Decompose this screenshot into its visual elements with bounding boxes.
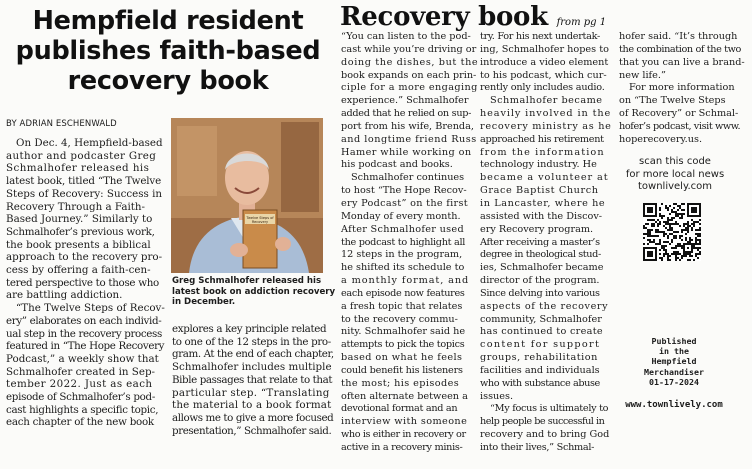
text-line: Recovery Through a Faith- (6, 200, 146, 213)
text-line: Schmalhofer continues (351, 172, 465, 184)
text-line: explores a key principle related (172, 323, 327, 335)
text-line: Schmalhofer became (490, 95, 603, 107)
text-line: director of the program. (480, 275, 600, 287)
text-line: a fresh topic that relates (341, 300, 463, 312)
text-line: try. For his next undertak- (480, 31, 600, 42)
text-line: Grace Baptist Church (480, 185, 599, 197)
text-line: assisted with the Discov- (480, 210, 603, 222)
text-line: groups, rehabilitation (480, 352, 598, 364)
text-line: to one of the 12 steps in the pro- (172, 335, 331, 348)
headline-line: publishes faith-based (15, 36, 321, 66)
text-line: technology industry. He (480, 159, 597, 171)
text-line: recovery ministry as he (480, 120, 612, 132)
qr-code-graphic (643, 203, 701, 261)
continuation-headline (340, 2, 606, 32)
text-line: ery Podcast” on the first (341, 197, 468, 209)
text-line: are battling addiction. (6, 289, 123, 302)
text-line: who with substance abuse (480, 377, 600, 389)
text-line: gram. At the end of each chapter, (172, 348, 334, 361)
text-line: aspects of the recovery (480, 300, 609, 312)
text-line: has continued to create (480, 326, 603, 338)
author-photo (171, 118, 323, 273)
text-line: doing the dishes, but the (341, 56, 479, 68)
text-line: On Dec. 4, Hempfield-based (16, 137, 163, 149)
publication-line: Hempfield (651, 356, 697, 367)
text-line: ual step in the recovery process (6, 327, 162, 340)
text-line: the material to a book format (172, 399, 332, 412)
text-line: to host “The Hope Recov- (341, 185, 467, 197)
scan-line: scan this code (639, 156, 711, 167)
text-line: from the information (480, 146, 605, 158)
text-line: tered perspective to those who (6, 276, 159, 289)
article-column-5 (619, 31, 749, 147)
text-line: ery Recovery program. (480, 223, 594, 235)
caption-line: latest book on addiction recovery (172, 286, 336, 297)
text-line: introduce a video element (480, 56, 609, 68)
continuation-headline-text: Recovery book (340, 2, 548, 32)
scan-line: for more local news (625, 168, 725, 180)
text-line: the podcast to highlight all (341, 236, 466, 248)
text-line: Based Journey.” Similarly to (6, 213, 153, 226)
text-line: hofer said. “It’s through (619, 31, 738, 42)
text-line: author and podcaster Greg (6, 149, 157, 162)
text-line: to his podcast, which cur- (480, 69, 607, 81)
text-line: latest book, titled “The Twelve (6, 175, 162, 188)
text-line: experience.” Schmalhofer (341, 95, 469, 107)
text-line: episode of Schmalhofer’s pod- (6, 391, 156, 404)
caption-line: Greg Schmalhofer released his (172, 276, 322, 286)
from-page-label: from pg 1 (556, 17, 607, 28)
text-line: hofer’s podcast, visit www. (619, 120, 741, 132)
text-line: in Lancaster, where he (480, 197, 606, 209)
scan-line: townlively.com (638, 181, 712, 192)
scan-promo (618, 156, 732, 194)
text-line: Bible passages that relate to that (172, 373, 333, 386)
publication-line: 01-17-2024 (649, 376, 699, 387)
text-line: often alternate between a (341, 390, 468, 402)
headline-line: Hempfield resident (32, 6, 304, 36)
text-line: ciple for a more engaging (341, 82, 478, 94)
text-line: to the recovery commu- (341, 313, 458, 325)
text-line: ing, Schmalhofer hopes to (480, 43, 609, 55)
text-line: of Recovery” or Schmal- (619, 108, 739, 120)
text-line: degree in theological stud- (480, 249, 601, 261)
book-cover-text: Twelve Steps of Recovery (246, 216, 274, 224)
text-line: help people be successful in (480, 416, 605, 428)
headline (4, 6, 332, 96)
text-line: interview with someone (341, 416, 468, 428)
text-line: active in a recovery minis- (341, 442, 463, 453)
text-line: presentation,” Schmalhofer said. (172, 424, 332, 437)
text-line: ery” elaborates on each individ- (6, 314, 162, 327)
text-line: community, Schmalhofer (480, 313, 602, 325)
text-line: his podcast and books. (341, 159, 453, 171)
text-line: heavily involved in the (480, 108, 612, 120)
text-line: book expands on each prin- (341, 69, 477, 81)
text-line: Steps of Recovery: Success in (6, 187, 163, 200)
text-line: new life.” (619, 69, 666, 81)
text-line: into their lives,” Schmal- (480, 442, 595, 453)
text-line: facilities and individuals (480, 364, 600, 376)
text-line: each chapter of the new book (6, 416, 154, 429)
website-link[interactable]: www.townlively.com (625, 400, 723, 410)
text-line: “You can listen to the pod- (341, 31, 471, 42)
text-line: added that he relied on sup- (341, 108, 472, 120)
publication-line: Merchandiser (644, 366, 704, 377)
text-line: could benefit his listeners (341, 364, 463, 376)
text-line: a monthly format, and (341, 275, 470, 287)
article-column-1 (6, 137, 168, 429)
article-column-2 (172, 323, 332, 437)
article-column-3 (341, 31, 481, 455)
text-line: recovery and to bring God (480, 429, 610, 441)
author-photo-illustration (171, 118, 323, 273)
text-line: After Schmalhofer used (341, 223, 464, 235)
text-line: that you can live a brand- (619, 56, 745, 68)
caption-line: in December. (172, 297, 236, 308)
text-line: After receiving a master’s (480, 236, 600, 248)
text-line: each episode now features (341, 287, 465, 299)
text-line: who is either in recovery or (341, 429, 466, 441)
text-line: port from his wife, Brenda, (341, 120, 474, 132)
text-line: cast highlights a specific topic, (6, 403, 159, 416)
text-line: allows me to give a more focused (172, 411, 334, 424)
text-line: Schmalhofer’s previous work, (6, 225, 155, 238)
text-line: hoperecovery.us. (619, 133, 703, 145)
text-line: Hamer while working on (341, 146, 472, 158)
text-line: Schmalhofer created in Sep- (6, 365, 156, 378)
text-line: Schmalhofer includes multiple (172, 361, 332, 374)
photo-caption (172, 276, 335, 308)
publication-line: Published (651, 336, 697, 346)
text-line: on “The Twelve Steps (619, 95, 726, 107)
text-line: content for support (480, 339, 601, 351)
text-line: attempts to pick the topics (341, 339, 465, 351)
publication-line: in the (659, 346, 689, 357)
publication-info (623, 336, 725, 387)
text-line: Podcast,” a weekly show that (6, 352, 159, 365)
text-line: “The Twelve Steps of Recov- (16, 302, 165, 315)
text-line: rently only includes audio. (480, 82, 605, 94)
text-line: Monday of every month. (341, 210, 461, 222)
text-line: he shifted its schedule to (341, 262, 465, 274)
text-line: For more information (629, 82, 735, 94)
text-line: Schmalhofer released his (6, 162, 150, 175)
text-line: the book presents a biblical (6, 238, 151, 251)
text-line: cess by offering a faith-cen- (6, 264, 151, 277)
text-line: featured in “The Hope Recovery (6, 340, 165, 353)
text-line: devotional format and an (341, 403, 458, 415)
headline-line: recovery book (67, 66, 269, 96)
text-line: the combination of the two (619, 43, 741, 55)
text-line: nity. Schmalhofer said he (341, 326, 466, 338)
text-line: ies, Schmalhofer became (480, 262, 604, 274)
text-line: cast while you’re driving or (341, 43, 477, 55)
text-line: particular step. “Translating (172, 386, 330, 399)
text-line: the most; his episodes (341, 377, 460, 389)
text-line: issues. (480, 390, 514, 402)
text-line: tember 2022. Just as each (6, 378, 153, 391)
text-line: approached his retirement (480, 133, 604, 145)
article-column-4 (480, 31, 617, 455)
text-line: 12 steps in the program, (341, 249, 463, 261)
text-line: became a volunteer at (480, 172, 609, 184)
text-line: and longtime friend Russ (341, 133, 477, 145)
qr-code-icon[interactable] (643, 203, 701, 261)
byline: BY ADRIAN ESCHENWALD (6, 119, 117, 129)
text-line: based on what he feels (341, 352, 463, 364)
text-line: Since delving into various (480, 287, 600, 299)
text-line: “My focus is ultimately to (490, 403, 609, 415)
text-line: approach to the recovery pro- (6, 251, 163, 264)
